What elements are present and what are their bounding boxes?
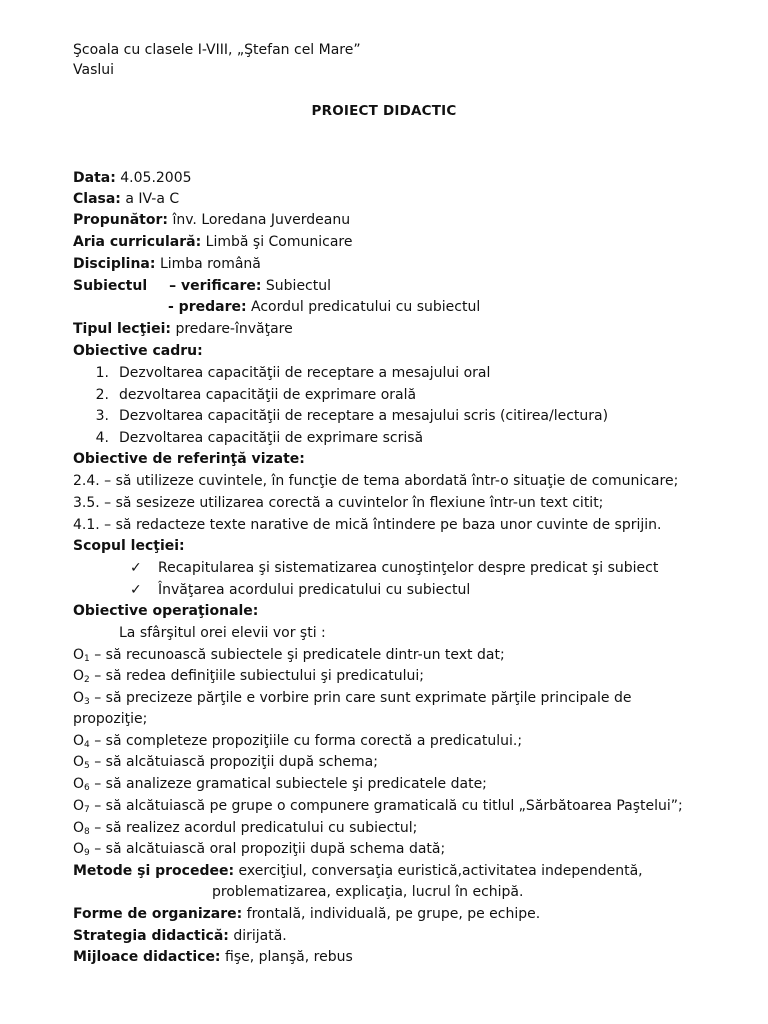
document-title: PROIECT DIDACTIC bbox=[311, 103, 457, 119]
list-item: 1. Dezvoltarea capacităţii de receptare a mesajului oral bbox=[95, 365, 491, 381]
list-item: $O_4$ – să completeze propoziţiile cu forma corectă a predicatului.; bbox=[73, 733, 523, 750]
list-item: $O_7$ – să alcătuiască pe grupe o compunere gramaticală cu titlul „Sărbătoarea Paştelui”; bbox=[73, 798, 683, 815]
list-item: $O_8$ – să realizez acordul predicatului cu subiectul; bbox=[73, 820, 418, 837]
city-name: Vaslui bbox=[73, 62, 115, 78]
list-item: 2.4. – să utilizeze cuvintele, în funcţie de tema abordată într-o situaţie de comunicare; bbox=[73, 473, 679, 489]
field-mijloace: Mijloace didactice: fişe, planşă, rebus bbox=[73, 949, 353, 965]
list-item: 3. Dezvoltarea capacităţii de receptare a mesajului scris (citirea/lectura) bbox=[95, 408, 609, 424]
field-forme: Forme de organizare: frontală, individuală, pe grupe, pe echipe. bbox=[73, 906, 541, 922]
list-item: 3.5. – să sesizeze utilizarea corectă a cuvintelor în flexiune într-un text citit; bbox=[73, 495, 604, 511]
checkmark-icon: ✓ bbox=[130, 582, 142, 598]
scopul-heading: Scopul lecţiei: bbox=[73, 538, 185, 554]
field-clasa: Clasa: a IV-a C bbox=[73, 191, 180, 207]
field-metode: Metode şi procedee: exerciţiul, conversaţia euristică,activitatea independentă, bbox=[73, 863, 643, 879]
list-item: 4. Dezvoltarea capacităţii de exprimare scrisă bbox=[95, 430, 424, 446]
field-disciplina: Disciplina: Limba română bbox=[73, 256, 261, 272]
list-item: $O_3$ – să precizeze părţile e vorbire prin care sunt exprimate părţile principale de bbox=[73, 690, 632, 707]
list-item: 4.1. – să redacteze texte narative de mică întindere pe baza unor cuvinte de sprijin. bbox=[73, 517, 662, 533]
field-strategia: Strategia didactică: dirijată. bbox=[73, 928, 287, 944]
list-item: $O_2$ – să redea definiţiile subiectului şi predicatului; bbox=[73, 668, 424, 685]
list-item: ✓ Recapitularea şi sistematizarea cunoştinţelor despre predicat şi subiect bbox=[130, 560, 659, 576]
list-item: $O_5$ – să alcătuiască propoziţii după schema; bbox=[73, 754, 378, 771]
obiective-referinta-heading: Obiective de referinţă vizate: bbox=[73, 451, 305, 467]
list-item: $O_1$ – să recunoască subiectele şi predicatele dintr-un text dat; bbox=[73, 647, 505, 664]
field-subiectul: Subiectul – verificare: Subiectul bbox=[73, 278, 332, 294]
list-item: 2. dezvoltarea capacităţii de exprimare orală bbox=[95, 387, 417, 403]
list-item: ✓ Învăţarea acordului predicatului cu subiectul bbox=[130, 582, 471, 598]
field-tipul: Tipul lecţiei: predare-învăţare bbox=[73, 321, 293, 337]
field-data: Data: 4.05.2005 bbox=[73, 170, 192, 186]
field-propunator: Propunător: înv. Loredana Juverdeanu bbox=[73, 212, 351, 228]
field-aria: Aria curriculară: Limbă şi Comunicare bbox=[73, 234, 353, 250]
field-predare: - predare: Acordul predicatului cu subiectul bbox=[168, 299, 481, 315]
checkmark-icon: ✓ bbox=[130, 560, 142, 576]
field-metode-continuation: problematizarea, explicaţia, lucrul în echipă. bbox=[212, 884, 524, 900]
school-name: Şcoala cu clasele I-VIII, „Ştefan cel Mare” bbox=[73, 42, 361, 58]
obiective-operationale-heading: Obiective operaţionale: bbox=[73, 603, 259, 619]
list-item: $O_6$ – să analizeze gramatical subiectele şi predicatele date; bbox=[73, 776, 487, 793]
list-item: $O_9$ – să alcătuiască oral propoziţii după schema dată; bbox=[73, 841, 446, 858]
obiective-intro: La sfârşitul orei elevii vor şti : bbox=[119, 625, 326, 641]
list-item-continuation: propoziţie; bbox=[73, 711, 148, 727]
obiective-cadru-heading: Obiective cadru: bbox=[73, 343, 203, 359]
